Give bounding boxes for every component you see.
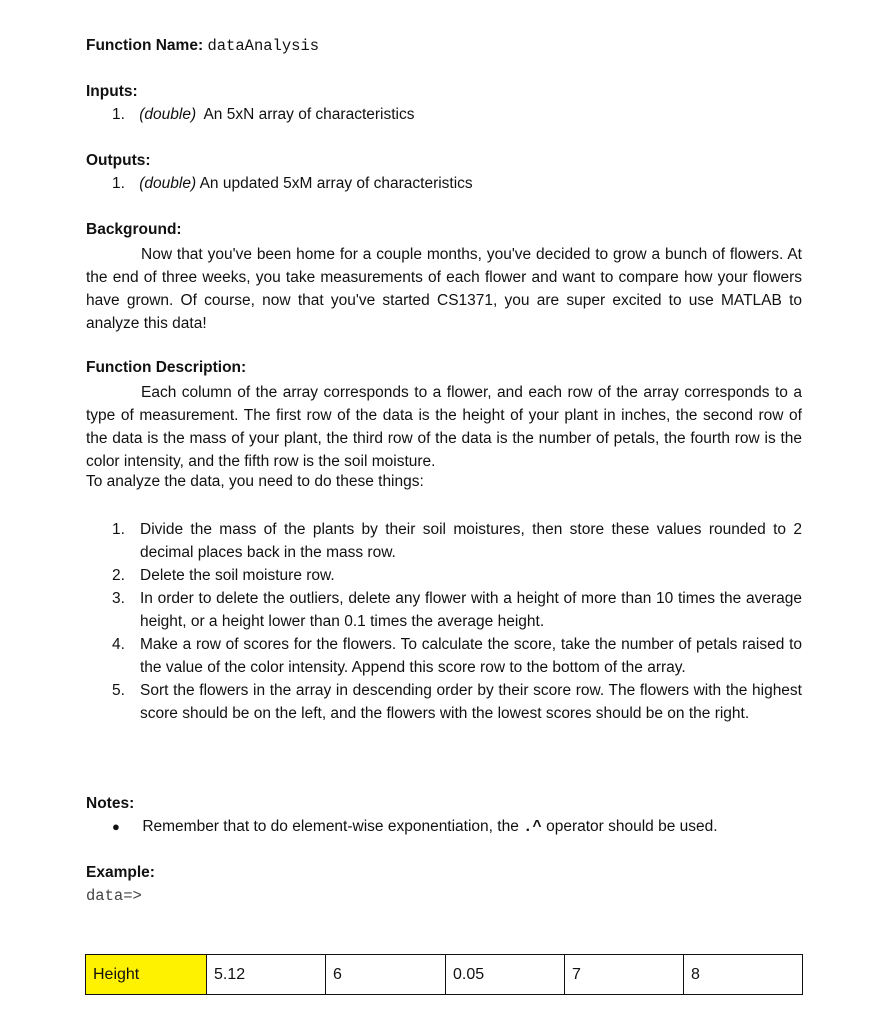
table-cell: 5.12 bbox=[207, 955, 326, 995]
table-row bbox=[86, 955, 803, 995]
description-paragraph bbox=[86, 381, 802, 473]
outputs-item-type: (double) bbox=[139, 175, 197, 192]
background-paragraph bbox=[86, 243, 802, 335]
inputs-heading: Inputs: bbox=[86, 83, 138, 100]
table-cell: 0.05 bbox=[446, 955, 565, 995]
step-text: Divide the mass of the plants by their soil moistures, then store these values rounded to 2 decimal places back in the mass row. bbox=[140, 521, 802, 561]
notes-text-post: operator should be used. bbox=[546, 818, 718, 835]
notes-item bbox=[112, 818, 718, 836]
list-item: 4. Make a row of scores for the flowers. To calculate the score, take the number of petals raised to the value of the color intensity. Append this score row to the bottom of the array. bbox=[112, 636, 802, 676]
steps-list bbox=[112, 518, 802, 725]
function-name-value: dataAnalysis bbox=[207, 37, 320, 55]
example-table bbox=[85, 954, 803, 995]
step-text: Delete the soil moisture row. bbox=[140, 567, 335, 584]
step-text: Make a row of scores for the flowers. To calculate the score, take the number of petals raised to the value of the color intensity. Append this score row to the bottom of the array. bbox=[140, 636, 802, 676]
background-text: Now that you've been home for a couple months, you've decided to grow a bunch of flowers. At the end of three weeks, you take measurements of each flower and want to compare how your flowers have grown. Of course, now that you've started CS1371, you are super excited to use MATLAB to analyze this data! bbox=[86, 246, 802, 332]
notes-text-pre: Remember that to do element-wise exponentiation, the bbox=[142, 818, 519, 835]
step-text: In order to delete the outliers, delete any flower with a height of more than 10 times the average height, or a height lower than 0.1 times the average height. bbox=[140, 590, 802, 630]
notes-heading: Notes: bbox=[86, 795, 135, 812]
step-text: Sort the flowers in the array in descending order by their score row. The flowers with the highest score should be on the left, and the flowers with the lowest scores should be on the right. bbox=[140, 682, 802, 722]
table-cell-height-label: Height bbox=[86, 955, 207, 995]
description-line2: To analyze the data, you need to do these things: bbox=[86, 473, 424, 490]
list-item: 2. Delete the soil moisture row. bbox=[112, 567, 335, 584]
function-name-line bbox=[86, 37, 319, 55]
description-text: Each column of the array corresponds to a flower, and each row of the array corresponds to a type of measurement. The first row of the data is the height of your plant in inches, the second row of the data is the mass of your plant, the third row of the data is the number of petals, the fourth row is the color intensity, and the fifth row is the soil moisture. bbox=[86, 384, 802, 470]
notes-operator: .^ bbox=[523, 818, 542, 836]
background-heading: Background: bbox=[86, 221, 182, 238]
outputs-item bbox=[112, 175, 473, 193]
inputs-item-text: An 5xN array of characteristics bbox=[203, 106, 415, 123]
function-name-label: Function Name: bbox=[86, 37, 204, 54]
table-cell: 7 bbox=[565, 955, 684, 995]
outputs-heading: Outputs: bbox=[86, 152, 151, 169]
description-heading: Function Description: bbox=[86, 359, 247, 376]
example-code: data=> bbox=[86, 887, 142, 905]
list-item: 3. In order to delete the outliers, delete any flower with a height of more than 10 times the average height, or a height lower than 0.1 times the average height. bbox=[112, 590, 802, 630]
list-item: 5. Sort the flowers in the array in descending order by their score row. The flowers with the highest score should be on the left, and the flowers with the lowest scores should be on the right. bbox=[112, 682, 802, 722]
inputs-item-num: 1. bbox=[112, 106, 125, 123]
list-item: 1. Divide the mass of the plants by their soil moistures, then store these values rounded to 2 decimal places back in the mass row. bbox=[112, 521, 802, 561]
outputs-item-num: 1. bbox=[112, 175, 125, 192]
example-heading: Example: bbox=[86, 864, 155, 881]
inputs-item-type: (double) bbox=[139, 106, 197, 123]
inputs-item bbox=[112, 106, 414, 124]
table-cell: 8 bbox=[684, 955, 803, 995]
outputs-item-text: An updated 5xM array of characteristics bbox=[199, 175, 473, 192]
table-cell: 6 bbox=[326, 955, 446, 995]
bullet-icon: ● bbox=[112, 819, 120, 834]
